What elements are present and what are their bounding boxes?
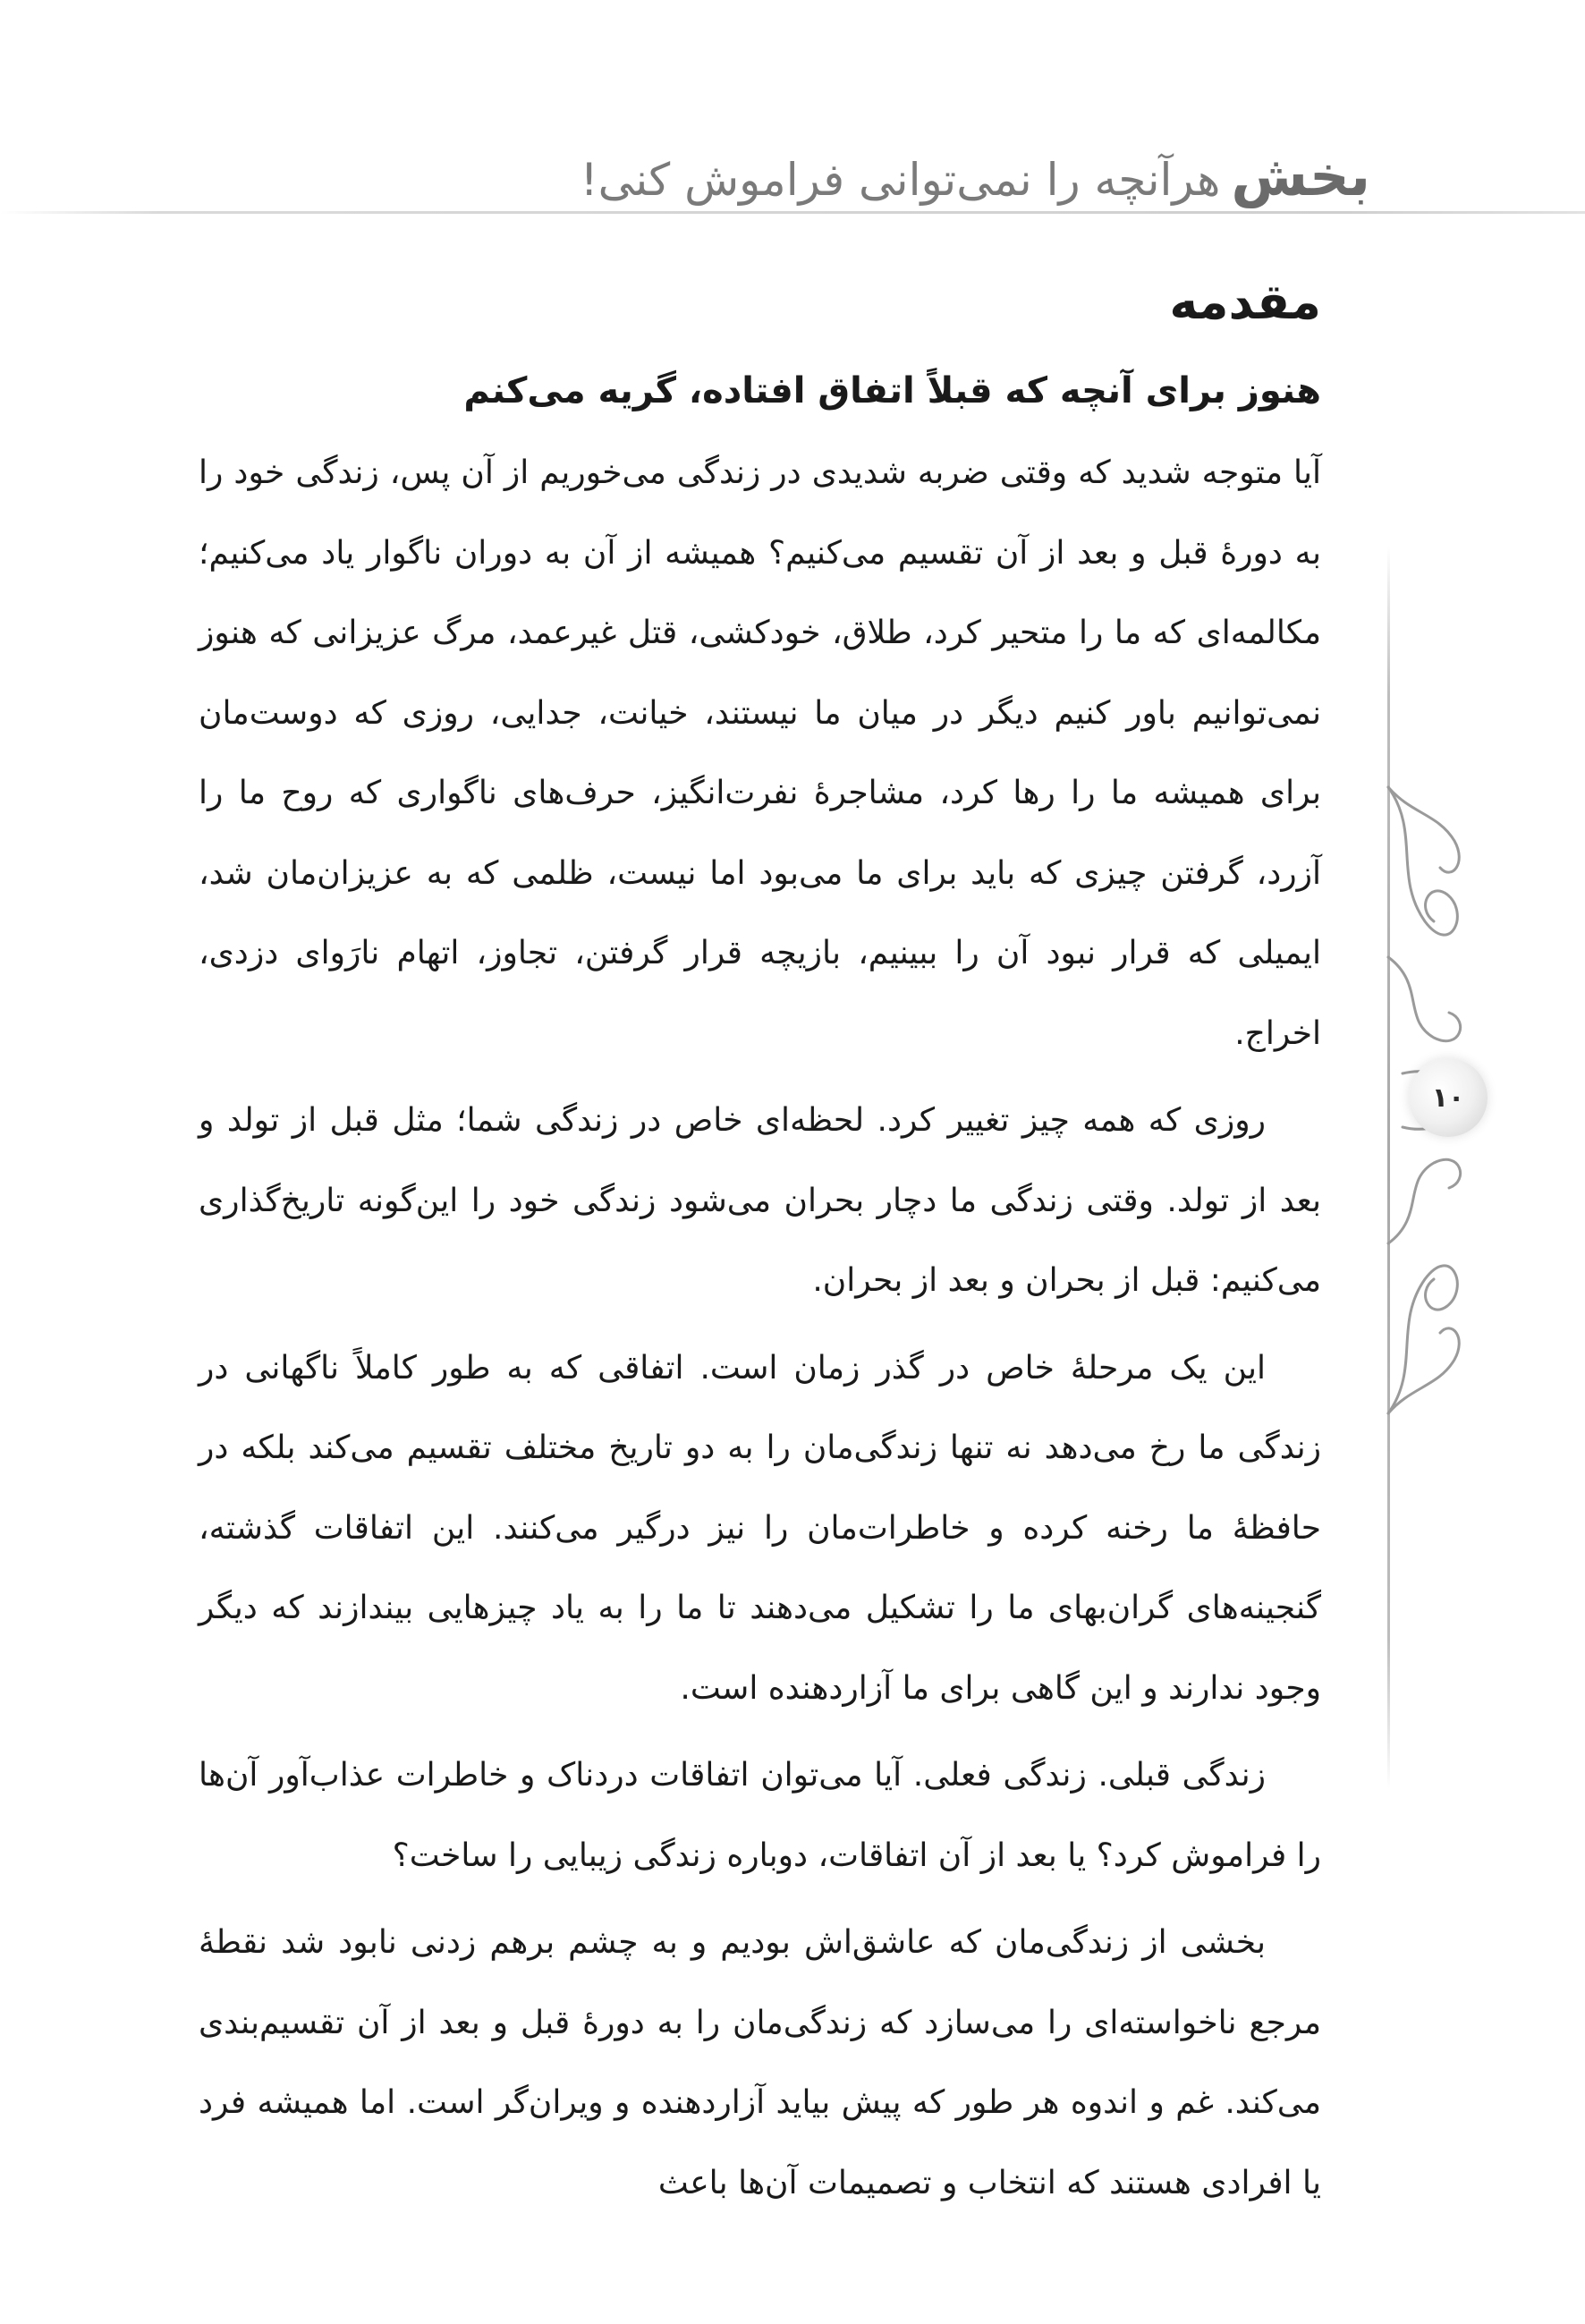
page-number: ۱۰	[1409, 1058, 1488, 1137]
paragraph-2: روزی که همه چیز تغییر کرد. لحظه‌ای خاص در زندگی شما؛ مثل قبل از تولد و بعد از تولد. وقتی زندگی ما دچار بحران می‌شود زندگی خود را این‌گونه تاریخ‌گذاری می‌کنیم: قبل از بحران و بعد از بحران.	[199, 1102, 1321, 1299]
header-rule	[0, 211, 1585, 214]
running-header	[581, 143, 1370, 208]
paragraph-3: این یک مرحلهٔ خاص در گذر زمان است. اتفاقی که به طور کاملاً ناگهانی در زندگی ما رخ می‌دهد نه تنها زندگی‌مان را به دو تاریخ مختلف تقسیم می‌کند بلکه در حافظهٔ ما رخنه کرده و خاطرات‌مان را نیز درگیر می‌کنند. این اتفاقات گذشته، گنجینه‌های گران‌بهای ما را تشکیل می‌دهند تا ما را به یاد چیزهایی بیندازند که دیگر وجود ندارند و این گاهی برای ما آزاردهنده است.	[199, 1349, 1321, 1707]
header-chapter-title: هرآنچه را نمی‌توانی فراموش کنی!	[580, 154, 1221, 206]
header-section-label: بخش	[1231, 143, 1370, 208]
paragraph-1: آیا متوجه شدید که وقتی ضربه شدیدی در زندگی می‌خوریم از آن پس، زندگی خود را به دورهٔ قبل و بعد از آن تقسیم می‌کنیم؟ همیشه از آن به دوران ناگوار یاد می‌کنیم؛ مکالمه‌ای که ما را متحیر کرد، طلاق، خودکشی، قتل غیرعمد، مرگ عزیزانی که هنوز نمی‌توانیم باور کنیم دیگر در میان ما نیستند، خیانت، جدایی، روزی که دوست‌مان برای همیشه ما را رها کرد، مشاجرهٔ نفرت‌انگیز، حرف‌های ناگواری که روح ما را آزرد، گرفتن چیزی که باید برای ما می‌بود اما نیست، ظلمی که به عزیزان‌مان شد، ایمیلی که قرار نبود آن را ببینیم، بازیچه قرار گرفتن، تجاوز، اتهام نارَوای دزدی، اخراج.	[199, 454, 1321, 1052]
page-body	[199, 268, 1321, 2230]
chapter-heading: مقدمه	[1169, 274, 1321, 330]
paragraph-5: بخشی از زندگی‌مان که عاشق‌اش بودیم و به چشم برهم زدنی نابود شد نقطهٔ مرجع ناخواسته‌ای را می‌سازد که زندگی‌مان را به دورهٔ قبل و بعد از آن تقسیم‌بندی می‌کند. غم و اندوه هر طور که پیش بیاید آزاردهنده و ویران‌گر است. اما همیشه فرد یا افرادی هستند که انتخاب و تصمیمات آن‌ها باعث	[199, 1924, 1321, 2201]
paragraph-4: زندگی قبلی. زندگی فعلی. آیا می‌توان اتفاقات دردناک و خاطرات عذاب‌آور آن‌ها را فراموش کرد؟ یا بعد از آن اتفاقات، دوباره زندگی زیبایی را ساخت؟	[199, 1757, 1321, 1874]
section-subheading: هنوز برای آنچه که قبلاً اتفاق افتاده، گریه می‌کنم	[463, 370, 1321, 411]
